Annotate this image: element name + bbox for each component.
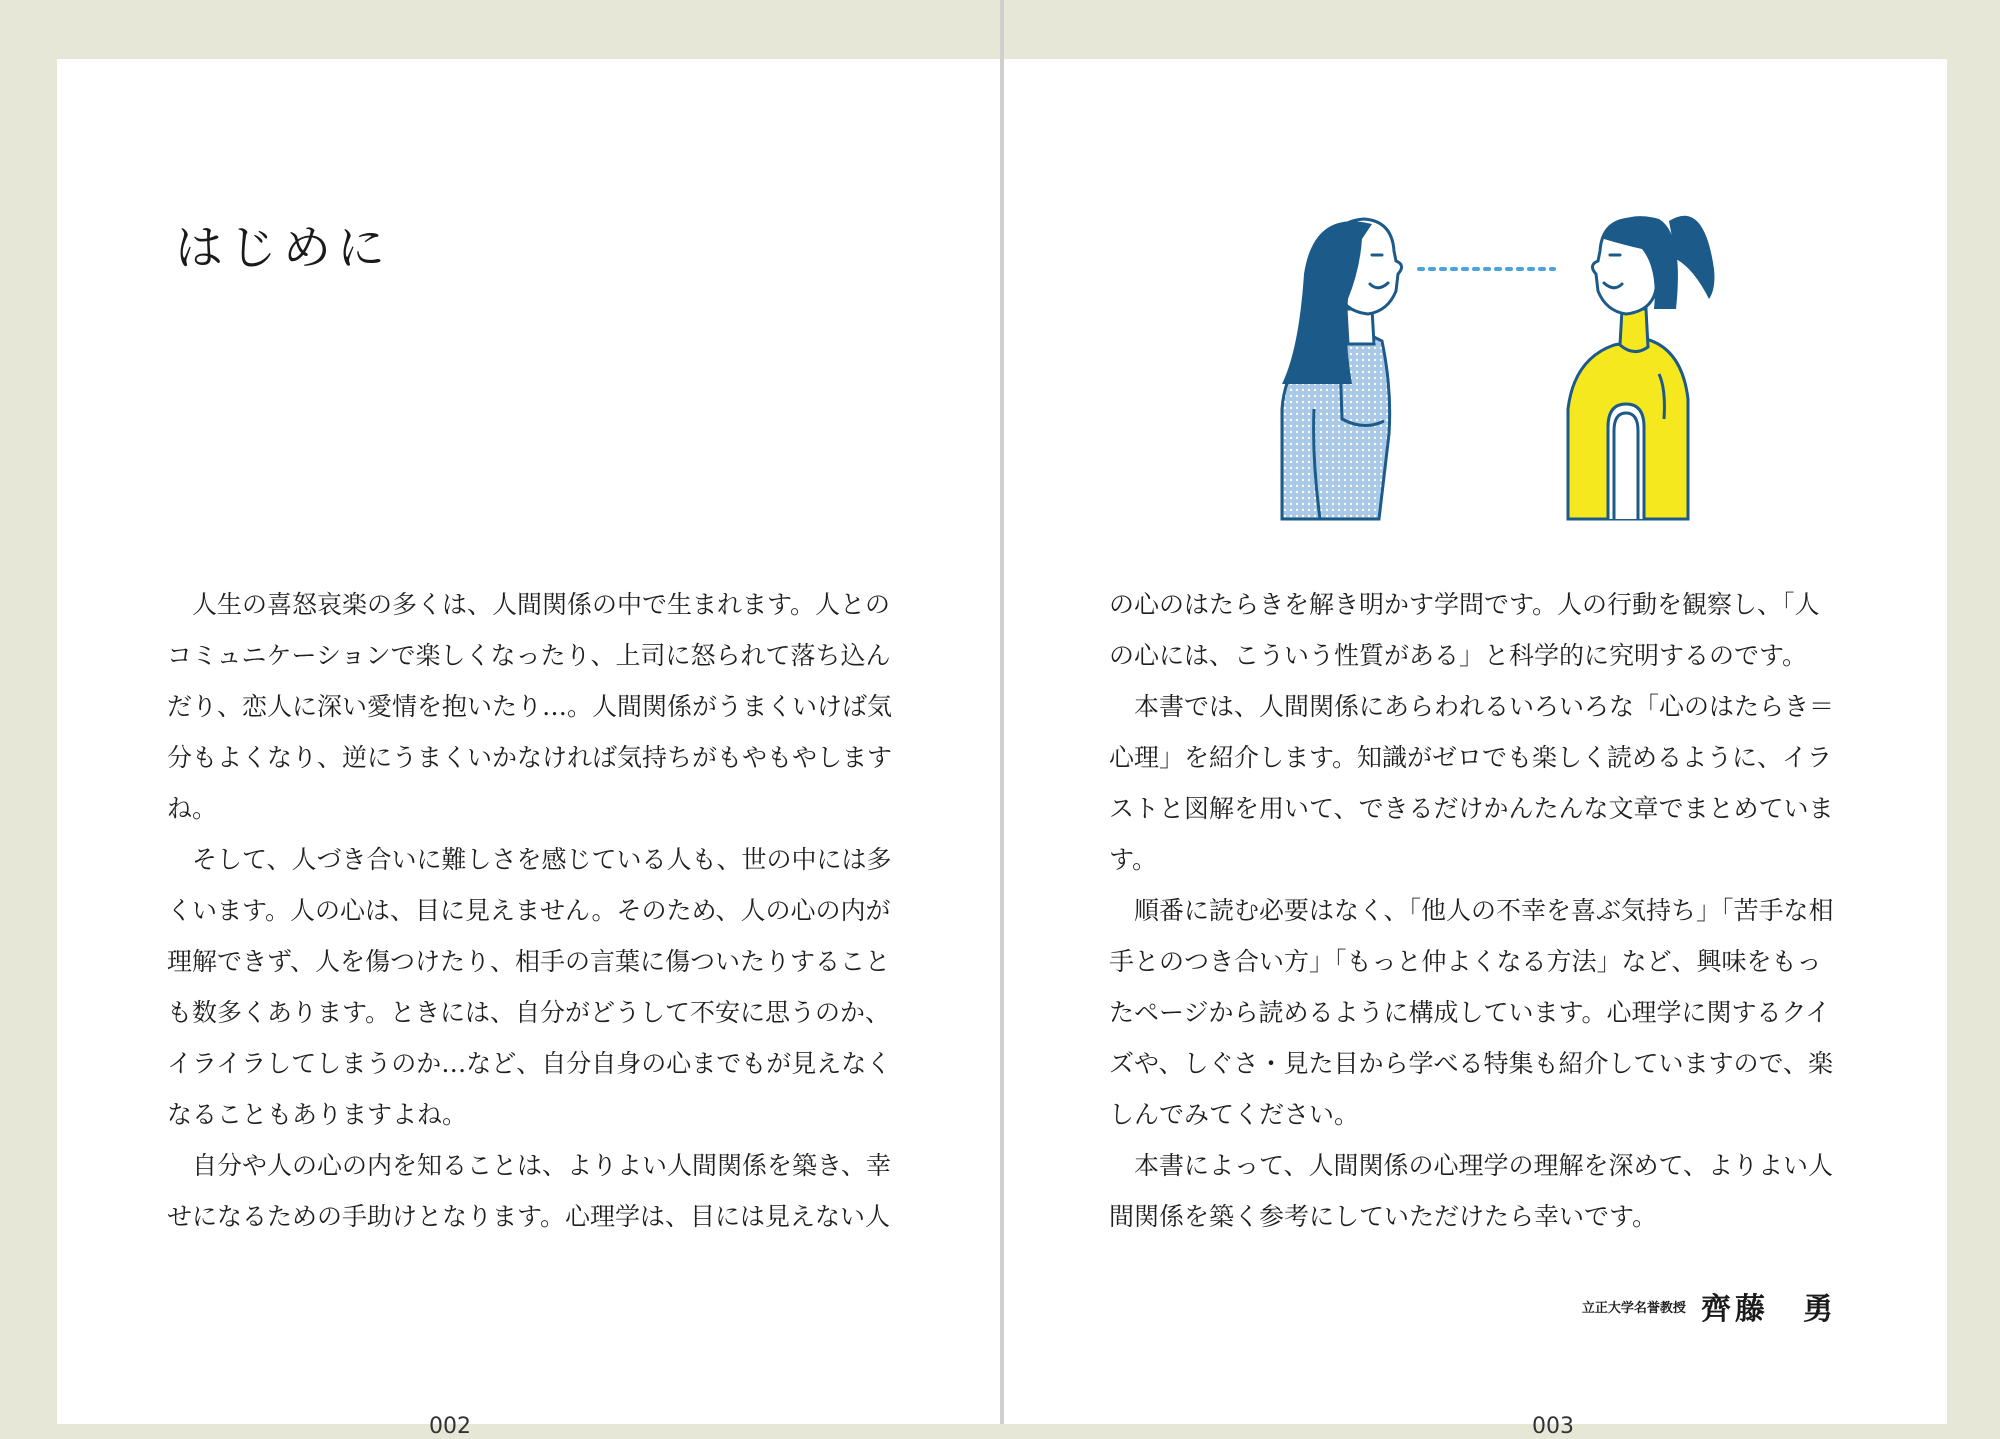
right-body-text (1109, 579, 1844, 1242)
paragraph: 人生の喜怒哀楽の多くは、人間関係の中で生まれます。人とのコミュニケーションで楽しくなったり、上司に怒られて落ち込んだり、恋人に深い愛情を抱いたり…。人間関係がうまくいけば気分もよくなり、逆にうまくいかなければ気持ちがもやもやしますね。 (167, 590, 893, 823)
left-body-text (167, 579, 902, 1242)
page-number-left: 002 (429, 1414, 471, 1439)
paragraph: 本書によって、人間関係の心理学の理解を深めて、よりよい人間関係を築く参考にしていただけたら幸いです。 (1109, 1151, 1834, 1231)
page-number-right: 003 (1532, 1414, 1574, 1439)
paragraph: 自分や人の心の内を知ることは、よりよい人間関係を築き、幸せになるための手助けとなります。心理学は、目には見えない人 (167, 1151, 892, 1231)
author-name: 齊藤 勇 (1701, 1292, 1837, 1327)
paragraph: 本書では、人間関係にあらわれるいろいろな「心のはたらき＝心理」を紹介します。知識がゼロでも楽しく読めるように、イラストと図解を用いて、できるだけかんたんな文章でまとめています。 (1109, 692, 1835, 874)
author-affiliation: 立正大学名誉教授 (1581, 1300, 1686, 1316)
paragraph: そして、人づき合いに難しさを感じている人も、世の中には多くいます。人の心は、目に見えません。そのため、人の心の内が理解できず、人を傷つけたり、相手の言葉に傷ついたりすることも数多くあります。ときには、自分がどうして不安に思うのか、イライラしてしまうのか…など、自分自身の心までもが見えなくなることもありますよね。 (167, 845, 892, 1129)
chapter-title: はじめに (175, 220, 392, 276)
two-women-illustration (1264, 159, 1724, 519)
author-signature (1582, 1284, 1837, 1328)
left-page (57, 59, 1000, 1439)
woman-right-icon (1568, 216, 1714, 519)
right-page (1004, 59, 1947, 1439)
paragraph: 順番に読む必要はなく、「他人の不幸を喜ぶ気持ち」「苦手な相手とのつき合い方」「もっと仲よくなる方法」など、興味をもったページから読めるように構成しています。心理学に関するクイズや、しぐさ・見た目から学べる特集も紹介していますので、楽しんでみてください。 (1109, 896, 1834, 1129)
woman-left-icon (1282, 219, 1402, 519)
paragraph-continuation: の心のはたらきを解き明かす学問です。人の行動を観察し、「人の心には、こういう性質がある」と科学的に究明するのです。 (1109, 590, 1820, 670)
